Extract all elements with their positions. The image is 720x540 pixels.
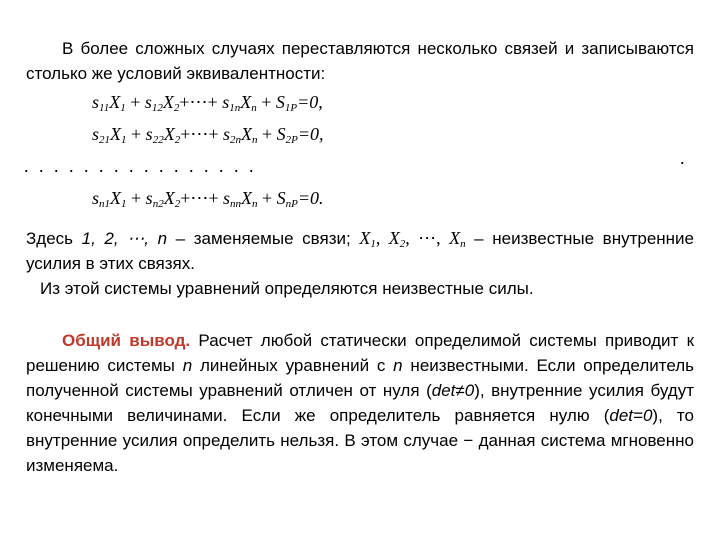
result-sentence: Из этой системы уравнений определяются неизвестные силы. xyxy=(40,279,534,298)
link-indices: 1, 2, ⋯, n xyxy=(81,229,168,248)
det-nonzero: det≠0 xyxy=(431,381,475,400)
conclusion-heading: Общий вывод. xyxy=(62,331,191,350)
intro-text: В более сложных случаях переставляются несколько связей и записываются столько же условий эквивалентности: xyxy=(26,39,694,83)
intro-paragraph xyxy=(26,36,694,86)
equation-n: $s_{n1}X_1$ + $s_{n2}X_2+\cdots+ s_{nn}X_n + S_{nP}=0$. xyxy=(92,188,324,210)
explanation-paragraph: Здесь 1, 2, ⋯, n – заменяемые связи; $X_1$, $X_2$, ⋯, $X_n$ – неизвестные внутренние усилия в этих связях. xyxy=(26,228,695,273)
trailing-dot: . xyxy=(680,148,685,168)
ellipsis-row: ................ xyxy=(24,156,264,176)
conclusion-paragraph: Общий вывод. Расчет любой статически определимой системы приводит к решению системы n линейных уравнений с n неизвестными. Если определитель полученной системы уравнений отличен от нуля (det≠0), внутренние усилия будут конечными величинами. Если же определитель равняется нулю (det=0), то внутренние усилия определить нельзя. В этом случае − данная система мгновенно изменяема. xyxy=(26,331,695,475)
det-zero: det=0 xyxy=(609,406,653,425)
unknowns-list: $X_1$, $X_2$, ⋯, $X_n$ xyxy=(359,228,466,250)
equation-2: $s_{21}X_1$ + $s_{22}X_2+\cdots+ s_{2n}X_n + S_{2P}=0$, xyxy=(92,124,324,146)
equation-1: $s_{11}X_1$ + $s_{12}X_2+\cdots+ s_{1n}X_n + S_{1P}=0$, xyxy=(92,92,323,114)
